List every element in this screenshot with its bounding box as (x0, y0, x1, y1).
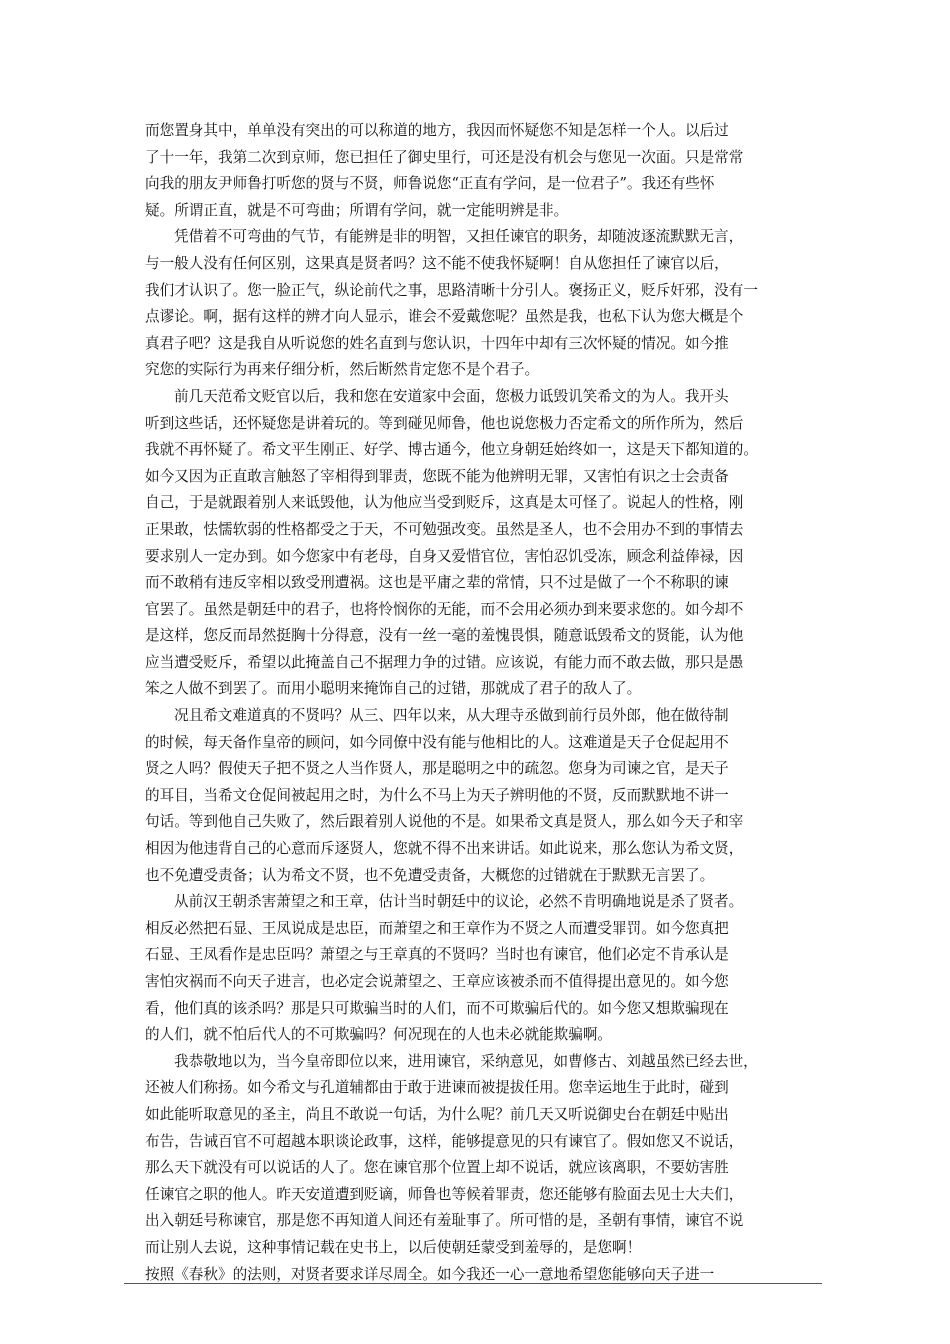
paragraph-first-line: 我恭敬地以为，当今皇帝即位以来，进用谏官，采纳意见，如曹修古、刘越虽然已经去世， (174, 1052, 758, 1070)
text-line: 贤之人吗？假使天子把不贤之人当作贤人，那是聪明之中的疏忽。您身为司谏之官，是天子 (145, 760, 729, 778)
text-line: 真君子吧？这是我自从听说您的姓名直到与您认识，十四年中却有三次怀疑的情况。如今推 (145, 334, 729, 352)
text-line: 害怕灾祸而不向天子进言，也必定会说萧望之、王章应该被杀而不值得提出意见的。如今您 (145, 973, 729, 990)
paragraph-first-line: 凭借着不可弯曲的气节，有能辨是非的明智，又担任谏官的职务，却随波逐流默默无言， (174, 228, 744, 246)
paragraph-first-line: 从前汉王朝杀害萧望之和王章，估计当时朝廷中的议论，必然不肯明确地说是杀了贤者。 (174, 893, 744, 911)
text-line: 而让别人去说，这种事情记载在史书上，以后使朝廷蒙受到羞辱的，是您啊！ (145, 1238, 642, 1256)
text-line: 正果敢，怯懦软弱的性格都受之于天，不可勉强改变。虽然是圣人，也不会用办不到的事情去 (145, 520, 744, 538)
paragraph-first-line: 况且希文难道真的不贤吗？从三、四年以来，从大理寺丞做到前行员外郎，他在做待制 (174, 707, 729, 725)
text-line: 究您的实际行为再来仔细分析，然后断然肯定您不是个君子。 (145, 361, 540, 379)
text-line: 如此能听取意见的圣主，尚且不敢说一句话，为什么呢？前几天又听说御史台在朝廷中贴出 (145, 1105, 729, 1123)
text-line: 听到这些话，还怀疑您是讲着玩的。等到碰见师鲁，他也说您极力否定希文的所作所为，然后 (145, 414, 744, 432)
text-line: 也不免遭受责备；认为希文不贤，也不免遭受责备，大概您的过错就在于默默无言罢了。 (145, 866, 715, 884)
text-line: 石显、王凤看作是忠臣吗？萧望之与王章真的不贤吗？当时也有谏官，他们必定不肯承认是 (145, 946, 729, 964)
text-line: 点谬论。啊，据有这样的辨才向人显示，谁会不爱戴您呢？虽然是我，也私下认为您大概是个 (145, 308, 744, 326)
letter-body-text (145, 118, 810, 1315)
text-line: 相反必然把石显、王凤说成是忠臣，而萧望之和王章作为不贤之人而遭受罪罚。如今您真把 (145, 919, 729, 937)
text-line: 的耳目，当希文仓促间被起用之时，为什么不马上为天子辨明他的不贤，反而默默地不讲一 (145, 786, 729, 804)
paragraph-first-line (145, 1288, 810, 1315)
text-line: 自己，于是就跟着别人来诋毁他，认为他应当受到贬斥，这真是太可怪了。说起人的性格，刚 (145, 494, 744, 512)
text-line: 而不敢稍有违反宰相以致受刑遭祸。这也是平庸之辈的常情，只不过是做了一个不称职的谏 (145, 574, 729, 592)
text-line: 相因为他违背自己的心意而斥逐贤人，您就不得不出来讲话。如此说来，那么您认为希文贤， (145, 840, 744, 858)
text-line: 布告，告诫百官不可超越本职谈论政事，这样，能够提意见的只有谏官了。假如您又不说话， (145, 1132, 744, 1150)
text-line: 看，他们真的该杀吗？那是只可欺骗当时的人们，而不可欺骗后代的。如今您又想欺骗现在 (145, 999, 729, 1017)
text-line: 是这样，您反而昂然挺胸十分得意，没有一丝一毫的羞愧畏惧，随意诋毁希文的贤能，认为他 (145, 627, 744, 645)
text-line: 还被人们称扬。如今希文与孔道辅都由于敢于进谏而被提拔任用。您幸运地生于此时，碰到 (145, 1079, 729, 1097)
text-line: 与一般人没有任何区别，这果真是贤者吗？这不能不使我怀疑啊！自从您担任了谏官以后， (145, 254, 729, 272)
text-line: 的时候，每天备作皇帝的顾问，如今同僚中没有能与他相比的人。这难道是天子仓促起用不 (145, 733, 729, 751)
footer-divider (124, 1283, 822, 1284)
text-line: 要求别人一定办到。如今您家中有老母，自身又爱惜官位，害怕忍饥受冻，顾念利益俸禄，因 (145, 547, 744, 565)
text-line: 句话。等到他自己失败了，然后跟着别人说他的不是。如果希文真是贤人，那么如今天子和宰 (145, 813, 744, 831)
text-line: 我们才认识了。您一脸正气，纵论前代之事，思路清晰十分引人。褒扬正义，贬斥奸邪，没有一 (145, 281, 758, 299)
text-line: 的人们，就不怕后代人的不可欺骗吗？何况现在的人也未必就能欺骗啊。 (145, 1026, 613, 1044)
text-line: 笨之人做不到罢了。而用小聪明来掩饰自己的过错，那就成了君子的敌人了。 (145, 680, 642, 698)
text-line: 如今又因为正直敢言触怒了宰相得到罪责，您既不能为他辨明无罪，又害怕有识之士会责备 (145, 467, 729, 485)
text-line: 了十一年，我第二次到京师，您已担任了御史里行，可还是没有机会与您见一次面。只是常常 (145, 148, 744, 166)
text-line: 而您置身其中，单单没有突出的可以称道的地方，我因而怀疑您不知是怎样一个人。以后过 (145, 122, 729, 139)
text-line: 疑。所谓正直，就是不可弯曲；所谓有学问，就一定能明辨是非。 (145, 201, 569, 219)
text-line: 官罢了。虽然是朝廷中的君子，也将怜悯你的无能，而不会用必须办到来要求您的。如今却不 (145, 600, 744, 618)
paragraph-first-line: 前几天范希文贬官以后，我和您在安道家中会面，您极力诋毁讥笑希文的为人。我开头 (174, 387, 729, 405)
text-line: 应当遭受贬斥，希望以此掩盖自己不据理力争的过错。应该说，有能力而不敢去做，那只是愚 (145, 653, 744, 671)
text-line: 出入朝廷号称谏官，那是您不再知道人间还有羞耻事了。所可惜的是，圣朝有事情，谏官不说 (145, 1212, 744, 1230)
text-line: 那么天下就没有可以说话的人了。您在谏官那个位置上却不说话，就应该离职，不要妨害胜 (145, 1159, 729, 1177)
text-line: 按照《春秋》的法则，对贤者要求详尽周全。如今我还一心一意地希望您能够向天子进一 (145, 1265, 715, 1283)
text-line: 任谏官之职的他人。昨天安道遭到贬谪，师鲁也等候着罪责，您还能够有脸面去见士大夫们， (145, 1185, 744, 1203)
text-line: 向我的朋友尹师鲁打听您的贤与不贤，师鲁说您“正直有学问，是一位君子”。我还有些怀 (145, 175, 715, 193)
text-line: 我就不再怀疑了。希文平生刚正、好学、博古通今，他立身朝廷始终如一，这是天下都知道的。 (145, 441, 758, 459)
